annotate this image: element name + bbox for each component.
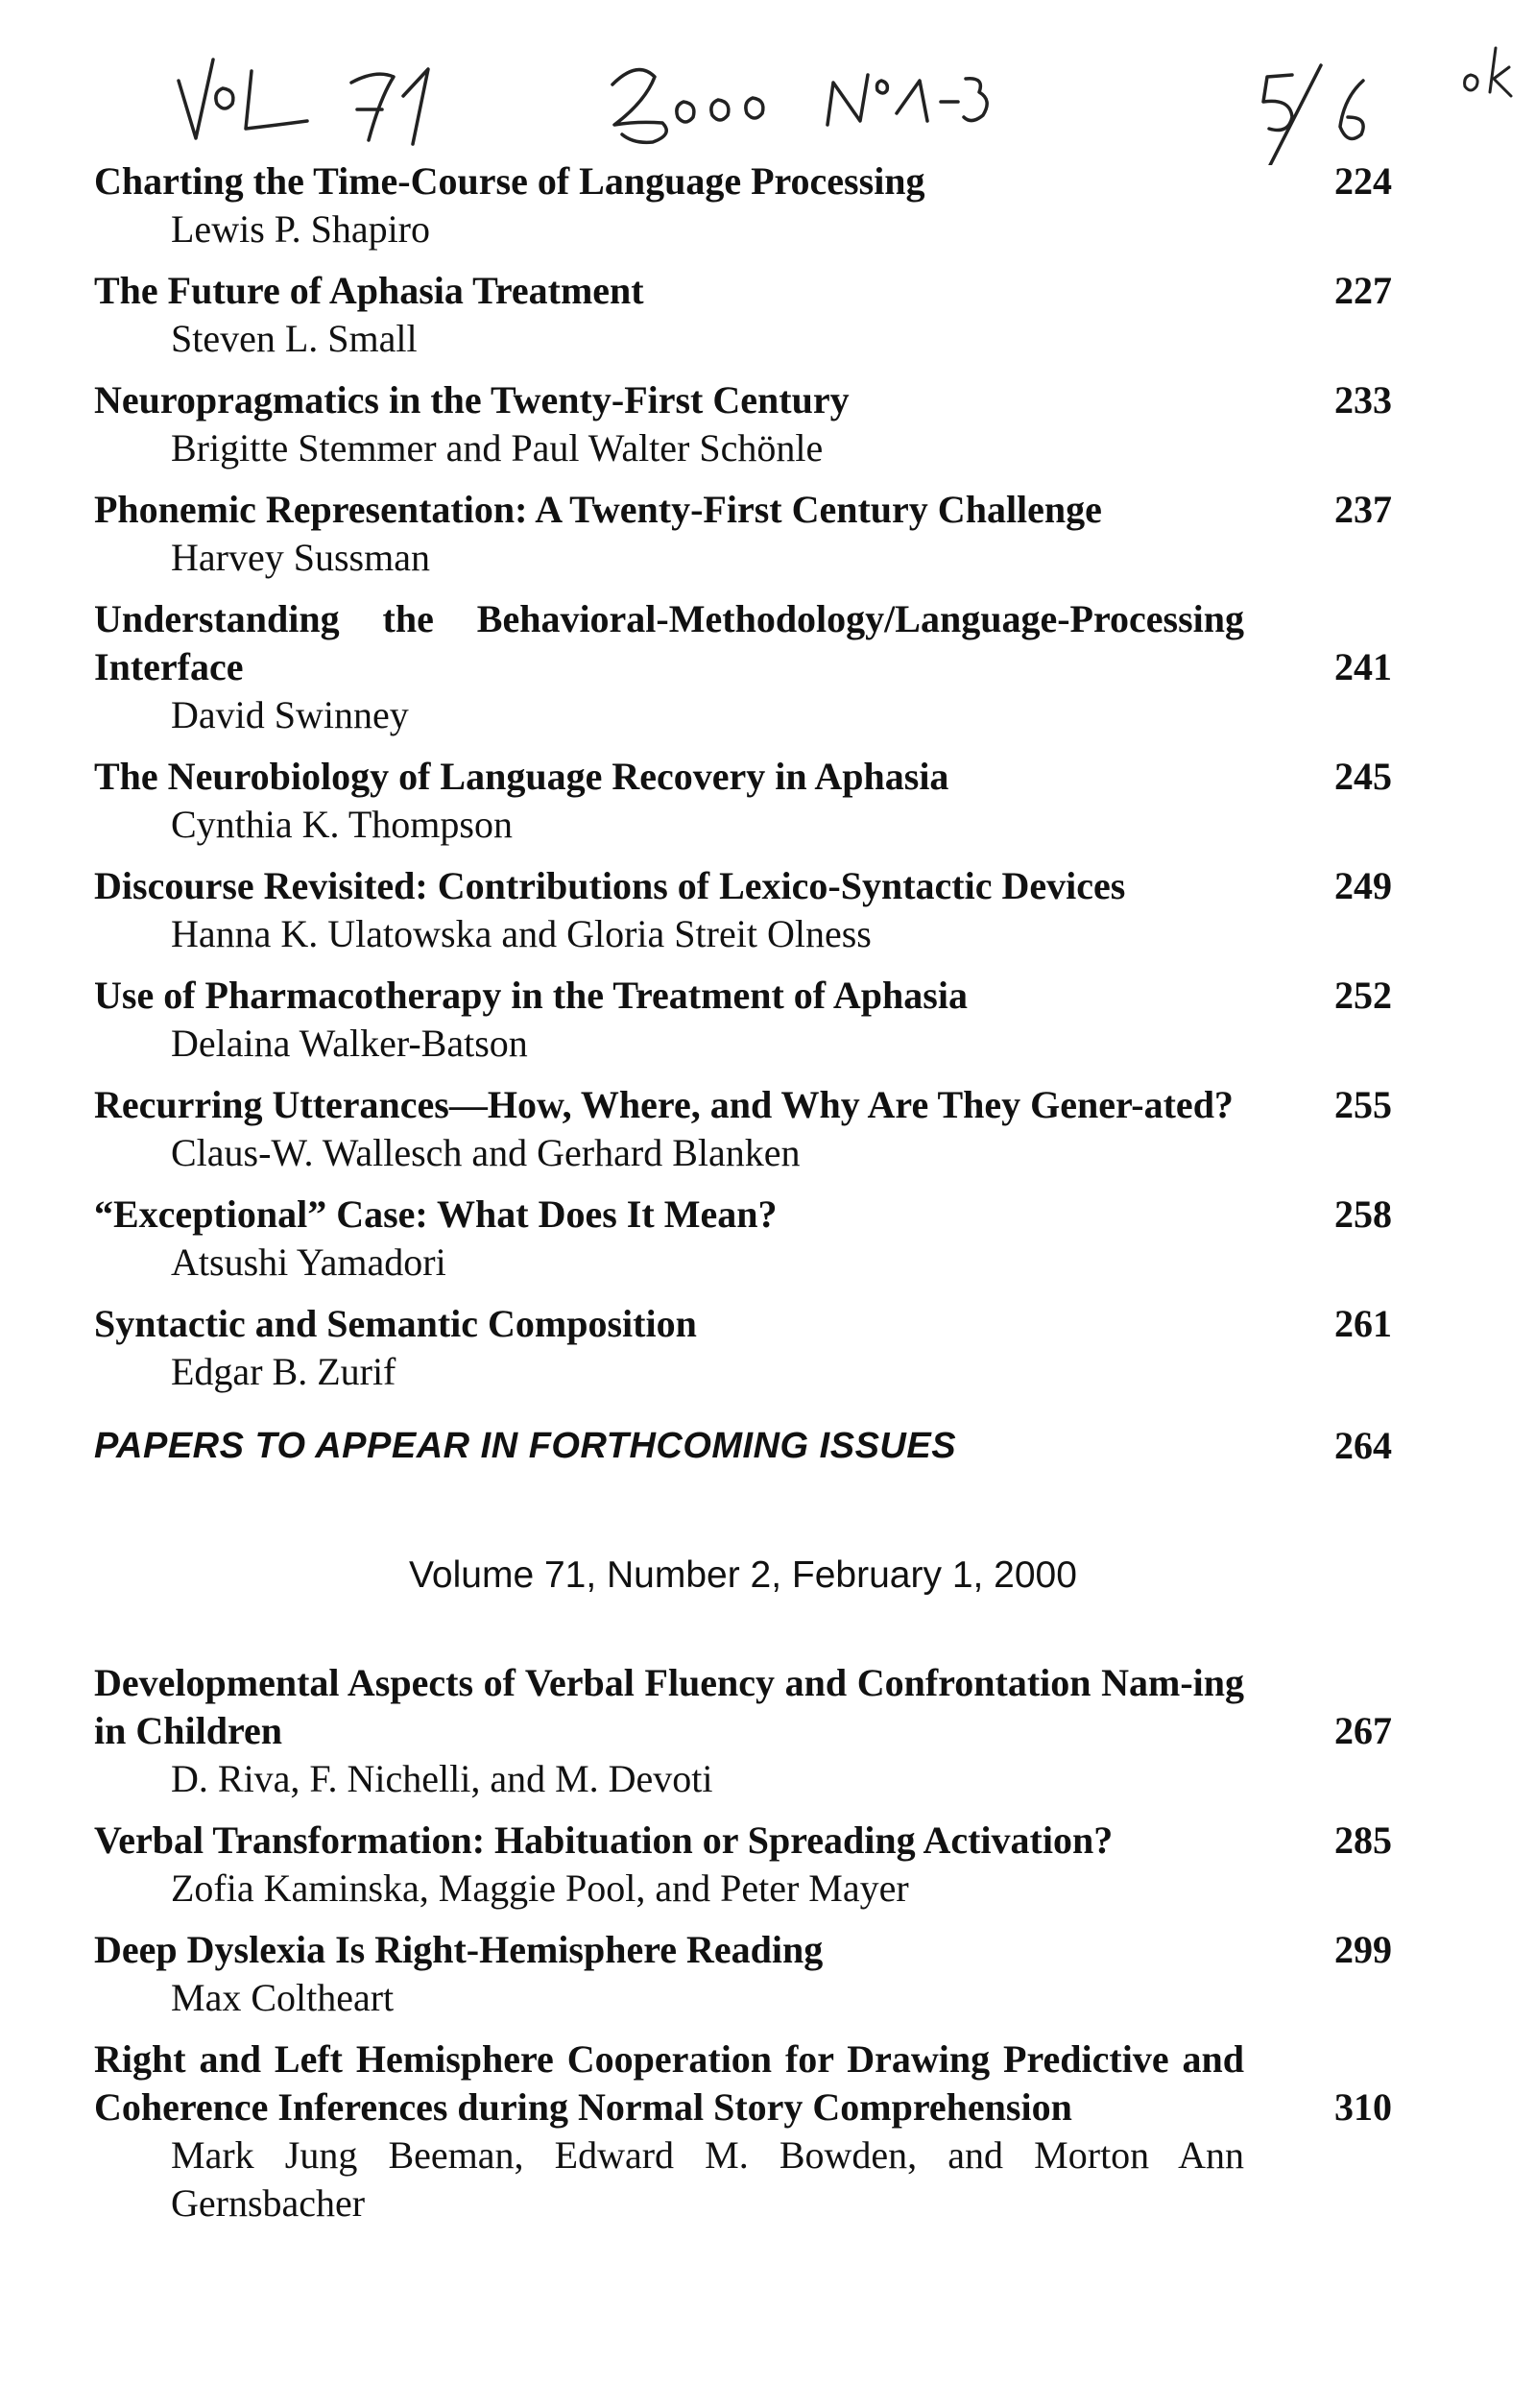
article-title: Developmental Aspects of Verbal Fluency and Confrontation Nam-ing in Children bbox=[94, 1661, 1244, 1752]
toc-entry bbox=[94, 1817, 1392, 1913]
article-title: Deep Dyslexia Is Right-Hemisphere Reading bbox=[94, 1928, 824, 1971]
page-number: 255 bbox=[1334, 1083, 1392, 1126]
toc-entry bbox=[94, 972, 1392, 1068]
page-number: 264 bbox=[1334, 1424, 1392, 1467]
article-title: Discourse Revisited: Contributions of Lexico-Syntactic Devices bbox=[94, 864, 1126, 907]
article-authors: Delaina Walker-Batson bbox=[171, 1022, 528, 1065]
article-authors: David Swinney bbox=[171, 693, 409, 736]
page-number: 267 bbox=[1334, 1709, 1392, 1752]
article-authors: Lewis P. Shapiro bbox=[171, 207, 430, 251]
toc-entry bbox=[94, 2035, 1392, 2227]
article-authors: Mark Jung Beeman, Edward M. Bowden, and Morton Ann Gernsbacher bbox=[171, 2133, 1244, 2225]
article-title: “Exceptional” Case: What Does It Mean? bbox=[94, 1192, 778, 1236]
handwritten-fraction bbox=[1263, 65, 1363, 165]
page-number: 261 bbox=[1334, 1302, 1392, 1345]
page-number: 285 bbox=[1334, 1818, 1392, 1862]
article-title: Charting the Time-Course of Language Processing bbox=[94, 159, 925, 203]
article-title: Right and Left Hemisphere Cooperation for Drawing Predictive and Coherence Inferences during Normal Story Comprehension bbox=[94, 2037, 1244, 2129]
page-number: 299 bbox=[1334, 1928, 1392, 1971]
article-authors: Brigitte Stemmer and Paul Walter Schönle bbox=[171, 426, 824, 470]
toc-entry bbox=[94, 157, 1392, 253]
toc-entry bbox=[94, 1081, 1392, 1177]
toc-entry bbox=[94, 753, 1392, 849]
handwritten-vol bbox=[179, 60, 307, 138]
toc-entry bbox=[94, 1300, 1392, 1396]
toc-entry bbox=[94, 862, 1392, 958]
article-authors: Max Coltheart bbox=[171, 1976, 395, 2019]
article-authors: Edgar B. Zurif bbox=[171, 1350, 396, 1393]
handwritten-ok bbox=[1465, 48, 1511, 96]
article-title: Verbal Transformation: Habituation or Spreading Activation? bbox=[94, 1818, 1114, 1862]
toc-entry bbox=[94, 1926, 1392, 2022]
page-number: 310 bbox=[1334, 2085, 1392, 2129]
toc-entry bbox=[94, 267, 1392, 363]
page-number: 245 bbox=[1334, 755, 1392, 798]
article-title: The Neurobiology of Language Recovery in Aphasia bbox=[94, 755, 949, 798]
article-title: Phonemic Representation: A Twenty-First Century Challenge bbox=[94, 488, 1102, 531]
page-number: 258 bbox=[1334, 1192, 1392, 1236]
handwritten-annotations bbox=[0, 21, 1535, 165]
toc-entry bbox=[94, 595, 1392, 739]
article-authors: Harvey Sussman bbox=[171, 536, 430, 579]
page-number: 252 bbox=[1334, 974, 1392, 1017]
page-number: 249 bbox=[1334, 864, 1392, 907]
toc-entry bbox=[94, 1659, 1392, 1803]
handwritten-2000 bbox=[612, 70, 763, 143]
toc-entry bbox=[94, 486, 1392, 582]
article-title: Use of Pharmacotherapy in the Treatment of Aphasia bbox=[94, 974, 968, 1017]
article-authors: Hanna K. Ulatowska and Gloria Streit Olness bbox=[171, 912, 872, 955]
article-authors: Atsushi Yamadori bbox=[171, 1240, 446, 1284]
toc-entry bbox=[94, 376, 1392, 472]
article-authors: Cynthia K. Thompson bbox=[171, 803, 513, 846]
handwritten-note-drawing bbox=[0, 21, 1535, 165]
article-authors: Claus-W. Wallesch and Gerhard Blanken bbox=[171, 1131, 801, 1174]
article-authors: Steven L. Small bbox=[171, 317, 418, 360]
page-number: 241 bbox=[1334, 645, 1392, 688]
article-title: Neuropragmatics in the Twenty-First Century bbox=[94, 378, 850, 421]
page-number: 227 bbox=[1334, 269, 1392, 312]
forthcoming-papers-label: PAPERS TO APPEAR IN FORTHCOMING ISSUES bbox=[94, 1426, 957, 1466]
page-number: 237 bbox=[1334, 488, 1392, 531]
article-title: Recurring Utterances—How, Where, and Why Are They Gener-ated? bbox=[94, 1083, 1234, 1126]
page-number: 224 bbox=[1334, 159, 1392, 203]
table-of-contents bbox=[94, 157, 1392, 2241]
article-authors: Zofia Kaminska, Maggie Pool, and Peter Mayer bbox=[171, 1866, 909, 1910]
article-title: The Future of Aphasia Treatment bbox=[94, 269, 644, 312]
handwritten-number bbox=[827, 75, 987, 125]
volume-issue-header: Volume 71, Number 2, February 1, 2000 bbox=[409, 1554, 1077, 1596]
page-number: 233 bbox=[1334, 378, 1392, 421]
forthcoming-papers-entry bbox=[94, 1417, 1392, 1475]
article-title: Syntactic and Semantic Composition bbox=[94, 1302, 697, 1345]
article-title: Understanding the Behavioral-Methodology/Language-Processing Interface bbox=[94, 597, 1244, 688]
toc-entry bbox=[94, 1191, 1392, 1287]
handwritten-71 bbox=[351, 69, 428, 144]
article-authors: D. Riva, F. Nichelli, and M. Devoti bbox=[171, 1757, 713, 1800]
